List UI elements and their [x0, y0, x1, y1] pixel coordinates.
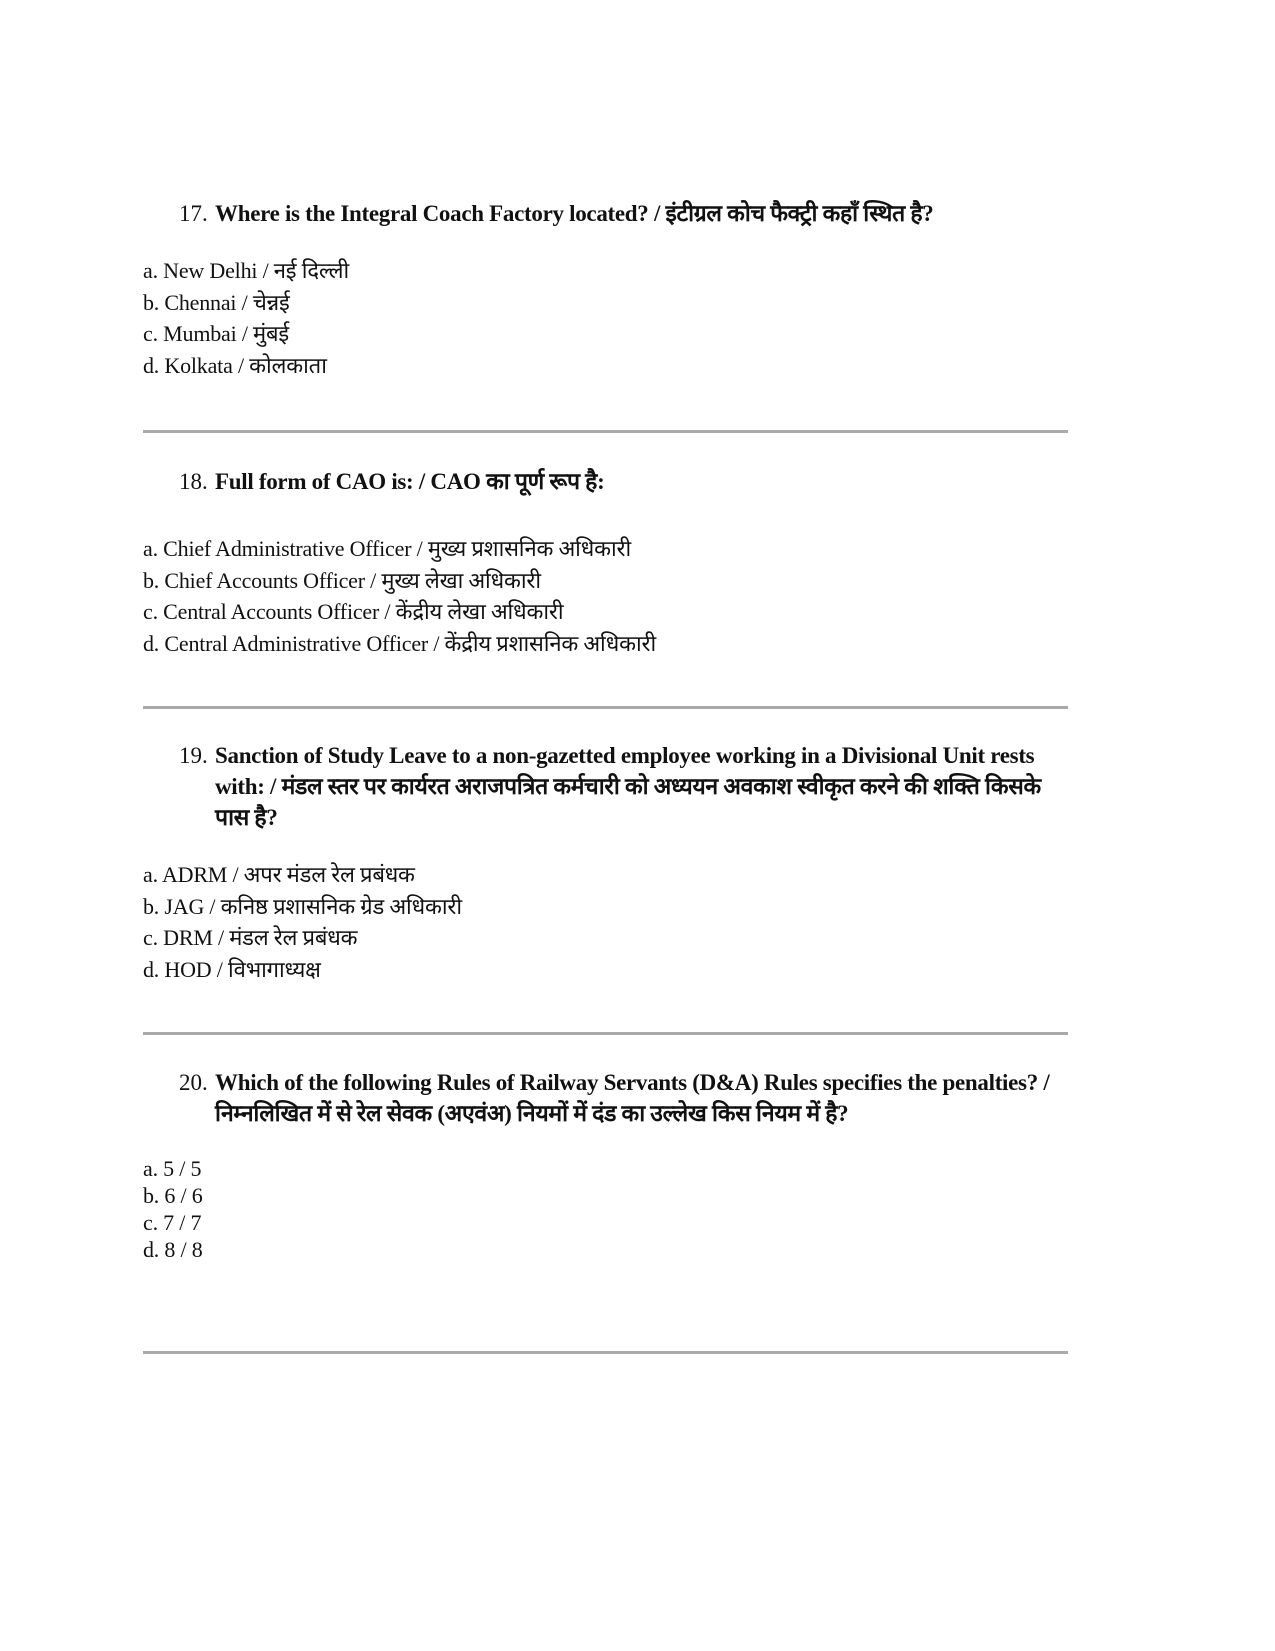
- option-a: a. ADRM / अपर मंडल रेल प्रबंधक: [143, 862, 415, 887]
- question-title: [179, 198, 1068, 229]
- option-c: c. Mumbai / मुंबई: [143, 321, 289, 346]
- question-20: [143, 1067, 1068, 1285]
- question-19: [143, 740, 1068, 1007]
- option-b: b. Chennai / चेन्नई: [143, 289, 290, 315]
- options-list: [143, 533, 1068, 659]
- question-number: 17.: [179, 201, 208, 226]
- question-text: Where is the Integral Coach Factory located? / इंटीग्रल कोच फैक्ट्री कहाँ स्थित है?: [215, 201, 934, 226]
- question-text: Which of the following Rules of Railway Servants (D&A) Rules specifies the penalties? / निम्नलिखित में से रेल सेवक (अएवंअ) नियमों में दंड का उल्लेख किस नियम में है?: [215, 1070, 1050, 1126]
- options-list: [143, 1155, 1068, 1263]
- divider: [143, 706, 1068, 709]
- option-a: a. 5 / 5: [143, 1156, 202, 1181]
- option-a: a. Chief Administrative Officer / मुख्य प्रशासनिक अधिकारी: [143, 536, 631, 561]
- option-d: d. Central Administrative Officer / केंद्रीय प्रशासनिक अधिकारी: [143, 630, 656, 656]
- option-d: d. Kolkata / कोलकाता: [143, 352, 327, 378]
- question-18: [143, 466, 1068, 681]
- question-number: 19.: [179, 743, 208, 768]
- options-list: [143, 255, 1068, 381]
- question-17: [143, 198, 1068, 403]
- question-text: Full form of CAO is: / CAO का पूर्ण रूप है:: [215, 469, 605, 494]
- option-b: b. JAG / कनिष्ठ प्रशासनिक ग्रेड अधिकारी: [143, 893, 462, 919]
- divider: [143, 1351, 1068, 1354]
- option-c: c. DRM / मंडल रेल प्रबंधक: [143, 925, 358, 950]
- question-title: [179, 740, 1068, 833]
- option-d: d. HOD / विभागाध्यक्ष: [143, 956, 321, 982]
- question-number: 18.: [179, 469, 208, 494]
- option-c: c. Central Accounts Officer / केंद्रीय लेखा अधिकारी: [143, 599, 564, 624]
- divider: [143, 1032, 1068, 1035]
- option-b: b. Chief Accounts Officer / मुख्य लेखा अधिकारी: [143, 567, 541, 593]
- question-title: [179, 1067, 1068, 1129]
- question-number: 20.: [179, 1070, 208, 1095]
- divider: [143, 430, 1068, 433]
- option-a: a. New Delhi / नई दिल्ली: [143, 258, 350, 283]
- option-c: c. 7 / 7: [143, 1210, 202, 1235]
- options-list: [143, 859, 1068, 985]
- question-title: [179, 466, 1068, 497]
- option-b: b. 6 / 6: [143, 1183, 203, 1208]
- question-text: Sanction of Study Leave to a non-gazetted employee working in a Divisional Unit rests with: / मंडल स्तर पर कार्यरत अराजपत्रित कर्मचारी को अध्ययन अवकाश स्वीकृत करने की शक्ति किसके पास है?: [215, 743, 1041, 830]
- option-d: d. 8 / 8: [143, 1237, 203, 1262]
